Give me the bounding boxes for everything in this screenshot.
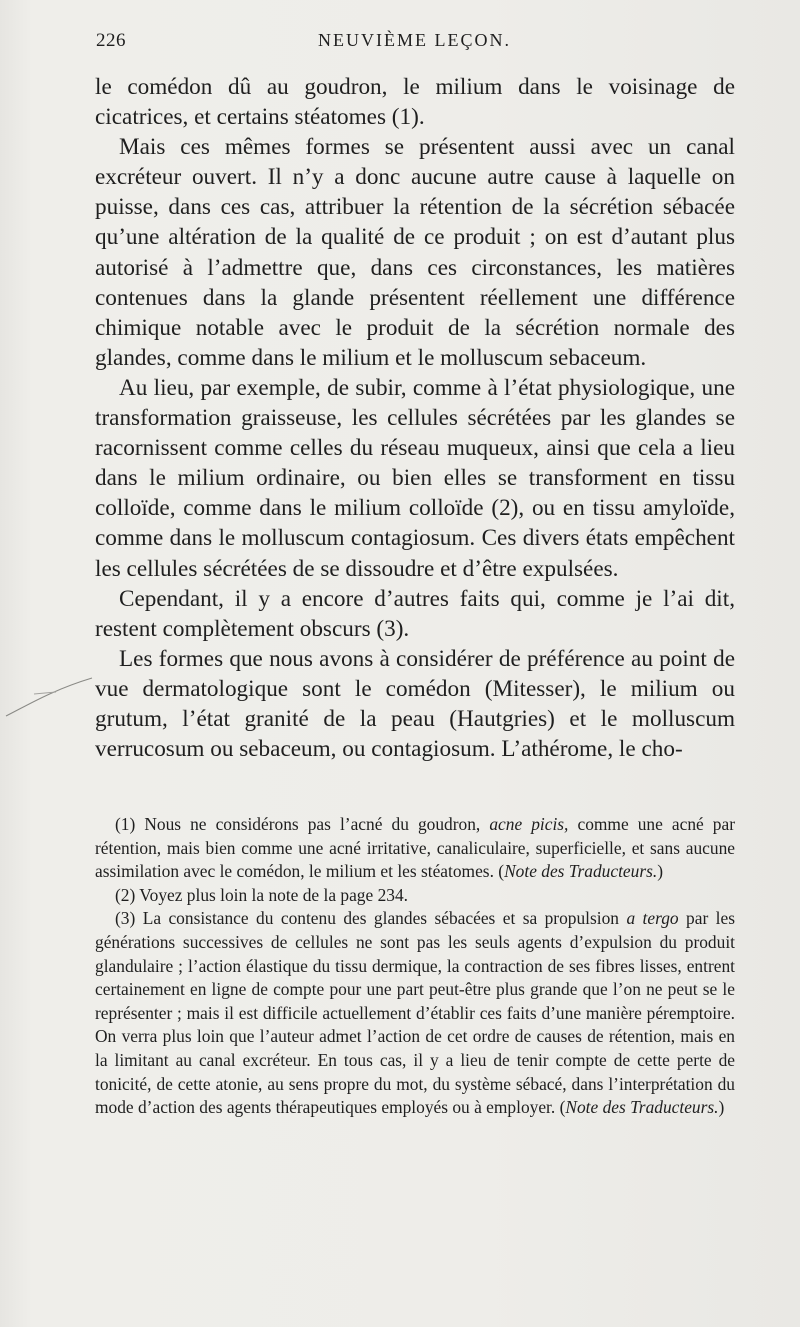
footnote-1-text: (1) Nous ne considérons pas l’acné du goudron, [115, 814, 490, 834]
footnote-3-attribution: Note des Traducteurs. [565, 1097, 719, 1118]
running-title: NEUVIÈME LEÇON. [318, 30, 511, 50]
footnote-1-attribution: Note des Traducteurs. [504, 861, 658, 882]
paragraph-3: Au lieu, par exemple, de subir, comme à l’état physiologique, une transformation graisseuse, les cellules sécrétées par les glandes se racornissent comme celles du réseau muqueux, ainsi que cela a lieu dans le milium ordinaire, ou bien elles se transforment en tissu colloïde, comme dans le milium colloïde (2), ou en tissu amyloïde, comme dans le molluscum contagiosum. Ces divers états empêchent les cellules sécrétées de se dissoudre et d’être expulsées. [95, 374, 735, 582]
footnote-3 [95, 907, 735, 1119]
footnote-2: (2) Voyez plus loin la note de la page 234. [115, 884, 408, 905]
footnote-3-close: ) [718, 1097, 725, 1118]
paragraph-4: Cependant, il y a encore d’autres faits qui, comme je l’ai dit, restent complètement obscurs (3). [95, 585, 735, 642]
paragraph-1: le comédon dû au goudron, le milium dans le voisinage de cicatrices, et certains stéatomes (1). [95, 74, 735, 131]
paragraph-2: Mais ces mêmes formes se présentent aussi avec un canal excréteur ouvert. Il n’y a donc aucune autre cause à laquelle on puisse, dans ces cas, attribuer la rétention de la sécrétion sébacée qu’une altération de la qualité de ce produit ; on est d’autant plus autorisé à l’admettre que, dans ces circonstances, les matières contenues dans la glande présentent réellement une différence chimique notable avec le produit de la sécrétion normale des glandes, comme dans le milium et le molluscum sebaceum. [95, 134, 735, 371]
paragraph-5: Les formes que nous avons à considérer de préférence au point de vue dermatologique sont le comédon (Mitesser), le milium ou grutum, l’état granité de la peau (Hautgries) et le molluscum verrucosum ou sebaceum, ou contagiosum. L’athérome, le cho- [95, 645, 735, 763]
footnote-1-text-cont: comme une acné par rétention, mais bien comme une acné irritative, canaliculaire, superficielle, et sans aucune assimilation avec le comédon, le milium et les stéatomes. ( [95, 814, 736, 882]
body-text [95, 72, 735, 764]
footnote-3-italic-term: a tergo [626, 908, 679, 929]
footnote-1 [95, 813, 735, 884]
footnote-3-text-cont: par les générations successives de cellules ne sont pas les seuls agents d’expulsion du produit glandulaire ; l’action élastique du tissu dermique, la contraction de ses fibres lisses, entrent certainement en ligne de compte pour une part peut-être plus grande que l’on ne peut se le représenter ; mais il est difficile actuellement d’établir ces faits d’une manière péremptoire. On verra plus loin que l’auteur admet l’action de cet ordre de causes de rétention, mais en la limitant au canal excréteur. En tous cas, il y a lieu de tenir compte de cette perte de tonicité, de cette atonie, au sens propre du mot, du système sébacé, dans l’interprétation du mode d’action des agents thérapeutiques employés ou à employer. ( [95, 908, 735, 1118]
footnote-1-italic-term: acne picis, [489, 814, 569, 834]
pencil-mark-icon [4, 672, 94, 718]
footnote-3-text: (3) La consistance du contenu des glandes sébacées et sa propulsion [115, 908, 627, 929]
footnotes [95, 813, 735, 1120]
page-number: 226 [96, 30, 126, 51]
running-head [96, 30, 736, 58]
footnote-1-close: ) [657, 861, 663, 882]
